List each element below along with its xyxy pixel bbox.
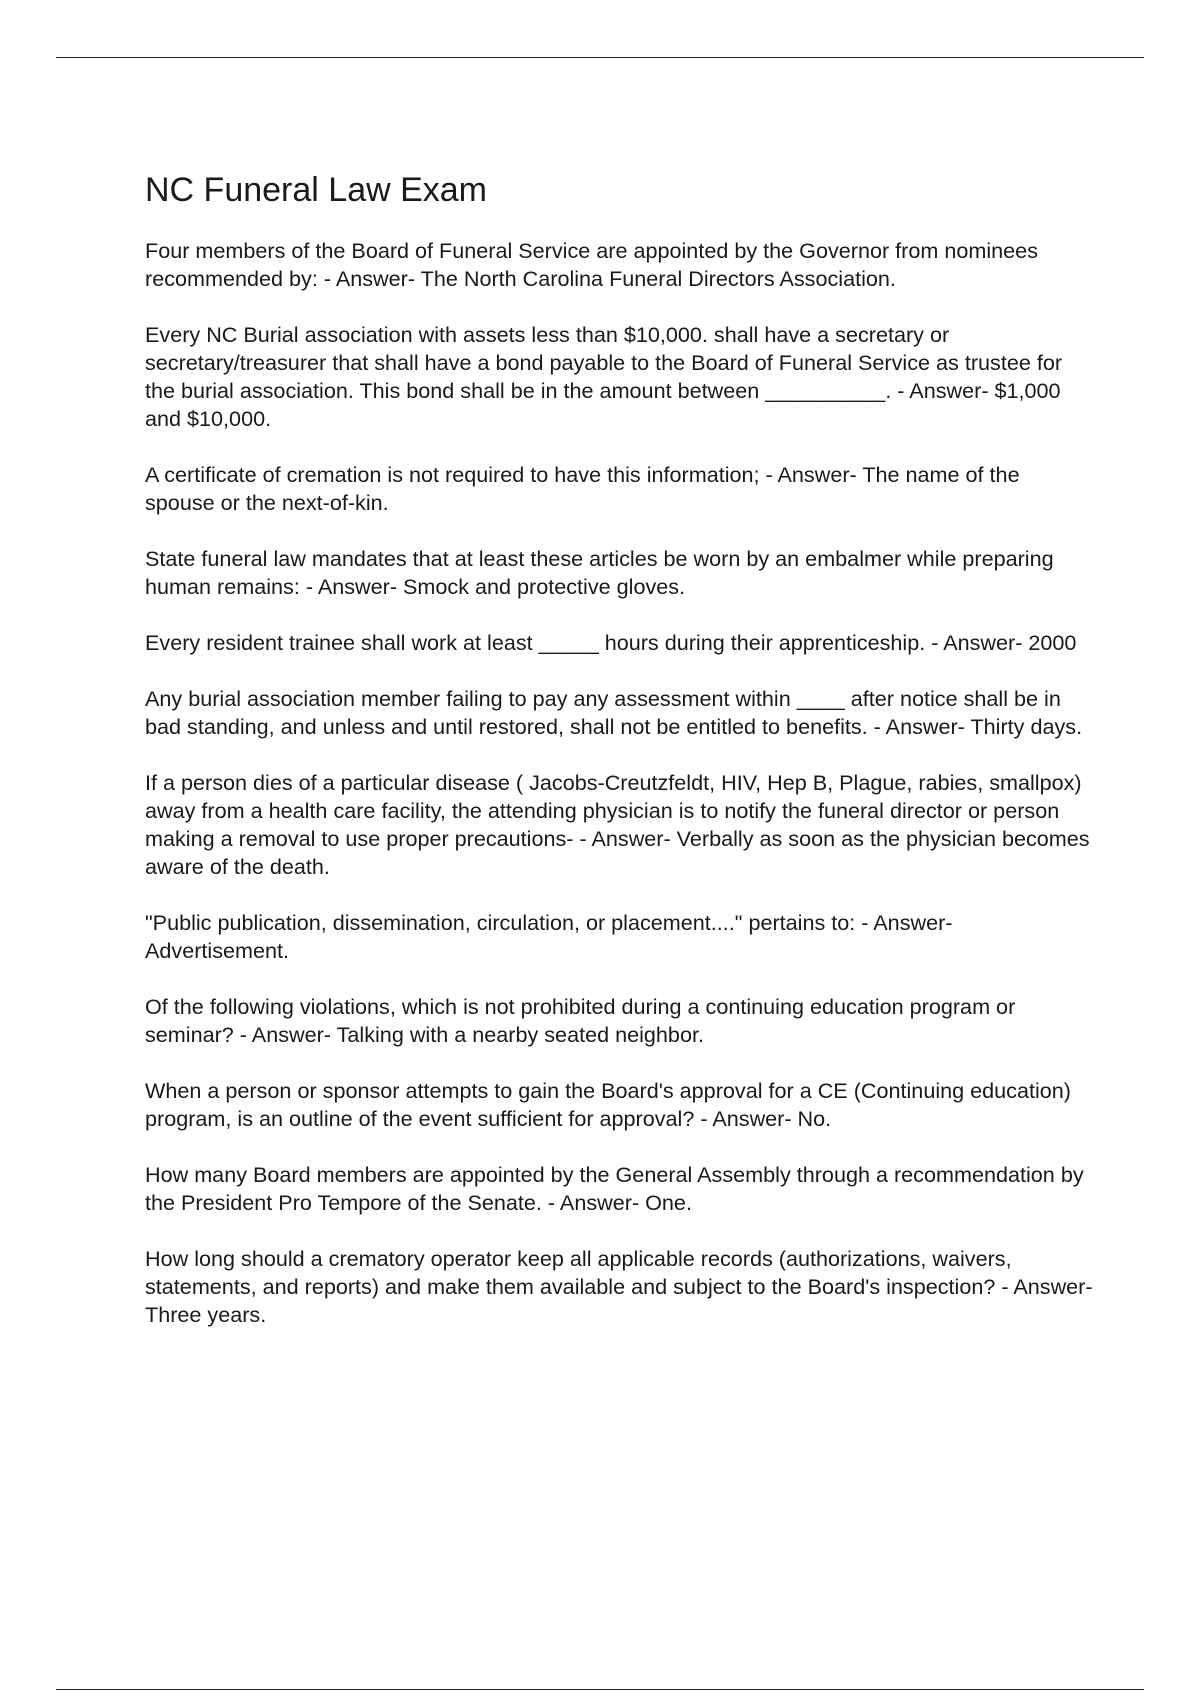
qa-item: Any burial association member failing to pay any assessment within ____ after notice shall be in bad standing, and unless and until restored, shall not be entitled to benefits. - Answer- Thirty days. [145, 685, 1083, 739]
qa-item: Of the following violations, which is not prohibited during a continuing education program or seminar? - Answer- Talking with a nearby seated neighbor. [145, 993, 1016, 1047]
top-divider [56, 57, 1144, 58]
qa-item: Every resident trainee shall work at least _____ hours during their apprenticeship. - Answer- 2000 [145, 629, 1077, 655]
qa-item: How long should a crematory operator keep all applicable records (authorizations, waivers, statements, and reports) and make them available and subject to the Board's inspection? - Answer- Three years. [145, 1245, 1093, 1327]
qa-item: When a person or sponsor attempts to gain the Board's approval for a CE (Continuing education) program, is an outline of the event sufficient for approval? - Answer- No. [145, 1077, 1071, 1131]
qa-item: Four members of the Board of Funeral Service are appointed by the Governor from nominees recommended by: - Answer- The North Carolina Funeral Directors Association. [145, 237, 1038, 291]
bottom-divider [56, 1689, 1144, 1690]
qa-item: "Public publication, dissemination, circulation, or placement...." pertains to: - Answer- Advertisement. [145, 909, 953, 963]
document-body [145, 170, 1095, 1357]
qa-item: Every NC Burial association with assets less than $10,000. shall have a secretary or secretary/treasurer that shall have a bond payable to the Board of Funeral Service as trustee for the burial association. This bond shall be in the amount between __________. - Answer- $1,000 and $10,000. [145, 321, 1063, 431]
qa-item: State funeral law mandates that at least these articles be worn by an embalmer while preparing human remains: - Answer- Smock and protective gloves. [145, 545, 1054, 599]
qa-item: A certificate of cremation is not required to have this information; - Answer- The name of the spouse or the next-of-kin. [145, 461, 1020, 515]
qa-item: How many Board members are appointed by the General Assembly through a recommendation by the President Pro Tempore of the Senate. - Answer- One. [145, 1161, 1084, 1215]
qa-item: If a person dies of a particular disease ( Jacobs-Creutzfeldt, HIV, Hep B, Plague, rabies, smallpox) away from a health care facility, the attending physician is to notify the funeral director or person making a removal to use proper precautions- - Answer- Verbally as soon as the physician becomes aware of the death. [145, 769, 1090, 879]
document-title: NC Funeral Law Exam [145, 171, 488, 209]
